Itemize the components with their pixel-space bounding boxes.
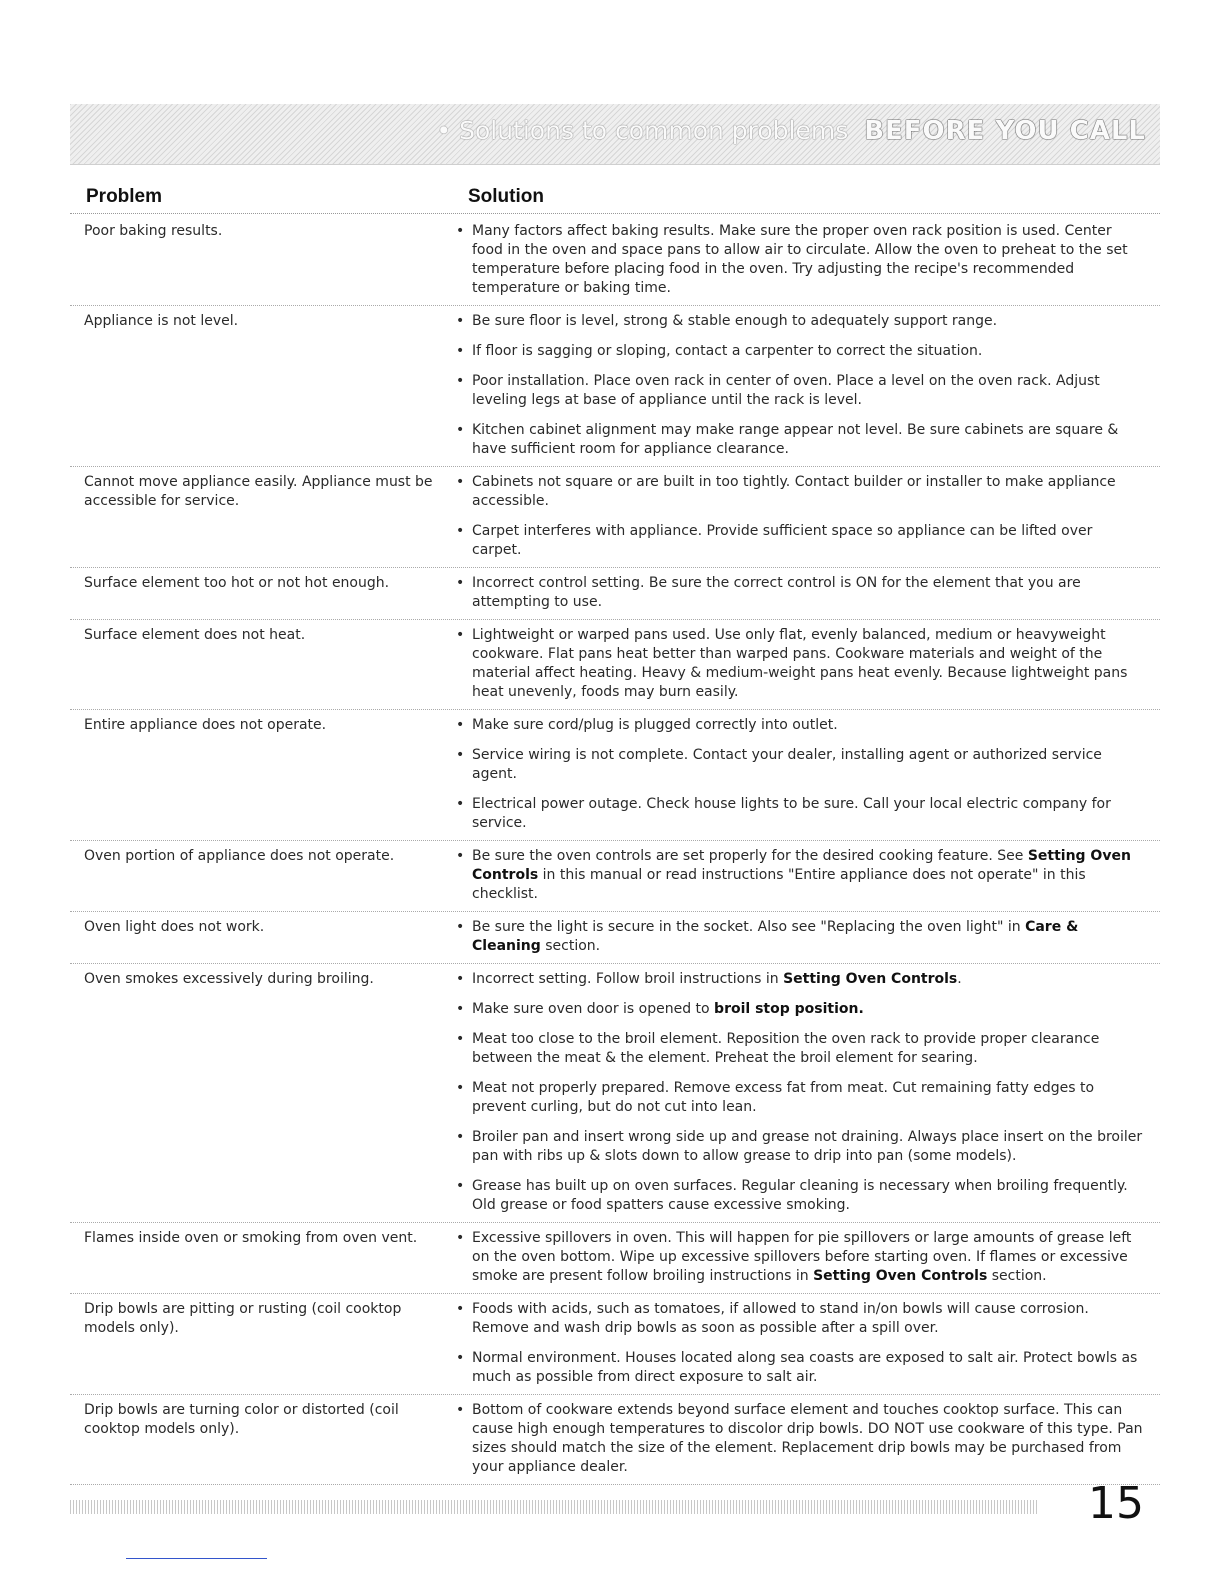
table-row bbox=[70, 568, 1160, 620]
table-row bbox=[70, 216, 1160, 306]
table-row bbox=[70, 306, 1160, 467]
solution-list bbox=[452, 918, 1146, 956]
solution-item: • Carpet interferes with appliance. Provide sufficient space so appliance can be lifted over carpet. bbox=[456, 522, 1146, 560]
solution-item: • Be sure the oven controls are set properly for the desired cooking feature. See Setting Oven Controls in this manual or read instructions "Entire appliance does not operate" in this checklist. bbox=[456, 847, 1146, 904]
solution-list bbox=[452, 626, 1146, 702]
page-number: 15 bbox=[1088, 1478, 1144, 1529]
solution-item: • Grease has built up on oven surfaces. Regular cleaning is necessary when broiling frequently. Old grease or food spatters cause excessive smoking. bbox=[456, 1177, 1146, 1215]
solution-item: • Lightweight or warped pans used. Use only flat, evenly balanced, medium or heavyweight cookware. Flat pans heat better than warped pans. Cookware materials and weight of the material affect heating. Heavy & medium-weight pans heat evenly. Because lightweight pans heat unevenly, foods may burn easily. bbox=[456, 626, 1146, 702]
solution-list bbox=[452, 574, 1146, 612]
page-title: BEFORE YOU CALL bbox=[864, 116, 1146, 146]
table-row bbox=[70, 912, 1160, 964]
solution-item: • Meat not properly prepared. Remove excess fat from meat. Cut remaining fatty edges to prevent curling, but do not cut into lean. bbox=[456, 1079, 1146, 1117]
problem-text: Oven light does not work. bbox=[84, 919, 265, 935]
solution-item: • Normal environment. Houses located along sea coasts are exposed to salt air. Protect bowls as much as possible from direct exposure to salt air. bbox=[456, 1349, 1146, 1387]
problem-text: Surface element too hot or not hot enough. bbox=[84, 575, 390, 591]
solution-item: • Foods with acids, such as tomatoes, if allowed to stand in/on bowls will cause corrosion. Remove and wash drip bowls as soon as possible after a spill over. bbox=[456, 1300, 1146, 1338]
table-row bbox=[70, 710, 1160, 841]
solution-item: • Be sure the light is secure in the socket. Also see "Replacing the oven light" in Care & Cleaning section. bbox=[456, 918, 1146, 956]
problem-text: Entire appliance does not operate. bbox=[84, 717, 327, 733]
table-row bbox=[70, 620, 1160, 710]
table-row bbox=[70, 1294, 1160, 1395]
solution-item: • Incorrect setting. Follow broil instructions in Setting Oven Controls. bbox=[456, 970, 1146, 989]
table-row bbox=[70, 964, 1160, 1223]
header-banner bbox=[70, 104, 1160, 165]
problem-text: Cannot move appliance easily. Appliance must be accessible for service. bbox=[84, 474, 433, 509]
banner-subtitle: • Solutions to common problems bbox=[436, 116, 849, 145]
solution-list bbox=[452, 970, 1146, 1215]
solution-item: • Cabinets not square or are built in too tightly. Contact builder or installer to make appliance accessible. bbox=[456, 473, 1146, 511]
solution-item: • Make sure cord/plug is plugged correctly into outlet. bbox=[456, 716, 1146, 735]
footer-bar bbox=[70, 1500, 1038, 1514]
problem-text: Drip bowls are turning color or distorted (coil cooktop models only). bbox=[84, 1402, 399, 1437]
troubleshooting-table bbox=[70, 216, 1160, 1485]
solution-item: • If floor is sagging or sloping, contact a carpenter to correct the situation. bbox=[456, 342, 1146, 361]
problem-text: Oven portion of appliance does not operate. bbox=[84, 848, 395, 864]
solution-item: • Bottom of cookware extends beyond surface element and touches cooktop surface. This can cause high enough temperatures to discolor drip bowls. DO NOT use cookware of this type. Pan sizes should match the size of the element. Replacement drip bowls may be purchased from your appliance dealer. bbox=[456, 1401, 1146, 1477]
problem-text: Flames inside oven or smoking from oven vent. bbox=[84, 1230, 418, 1246]
solution-item: • Make sure oven door is opened to broil stop position. bbox=[456, 1000, 1146, 1019]
solution-list bbox=[452, 716, 1146, 833]
solution-list bbox=[452, 222, 1146, 298]
problem-text: Poor baking results. bbox=[84, 223, 223, 239]
solution-list bbox=[452, 473, 1146, 560]
solution-item: • Incorrect control setting. Be sure the correct control is ON for the element that you are attempting to use. bbox=[456, 574, 1146, 612]
solution-item: • Service wiring is not complete. Contact your dealer, installing agent or authorized service agent. bbox=[456, 746, 1146, 784]
solution-item: • Kitchen cabinet alignment may make range appear not level. Be sure cabinets are square & have sufficient room for appliance clearance. bbox=[456, 421, 1146, 459]
solution-item: • Be sure floor is level, strong & stable enough to adequately support range. bbox=[456, 312, 1146, 331]
problem-text: Drip bowls are pitting or rusting (coil cooktop models only). bbox=[84, 1301, 402, 1336]
problem-column-header: Problem bbox=[86, 186, 163, 207]
banner-text bbox=[436, 116, 1146, 146]
solution-item: • Electrical power outage. Check house lights to be sure. Call your local electric company for service. bbox=[456, 795, 1146, 833]
solution-list bbox=[452, 847, 1146, 904]
table-row bbox=[70, 467, 1160, 568]
header-divider bbox=[70, 213, 1160, 214]
solution-item: • Excessive spillovers in oven. This will happen for pie spillovers or large amounts of grease left on the oven bottom. Wipe up excessive spillovers before starting oven. If flames or excessive smoke are present follow broiling instructions in Setting Oven Controls section. bbox=[456, 1229, 1146, 1286]
solution-list bbox=[452, 1229, 1146, 1286]
bottom-rule bbox=[126, 1558, 267, 1559]
solution-list bbox=[452, 312, 1146, 459]
solution-item: • Many factors affect baking results. Make sure the proper oven rack position is used. Center food in the oven and space pans to allow air to circulate. Allow the oven to preheat to the set temperature before placing food in the oven. Try adjusting the recipe's recommended temperature or baking time. bbox=[456, 222, 1146, 298]
solution-list bbox=[452, 1300, 1146, 1387]
solution-column-header: Solution bbox=[468, 186, 544, 207]
table-row bbox=[70, 1395, 1160, 1485]
problem-text: Appliance is not level. bbox=[84, 313, 239, 329]
table-row bbox=[70, 1223, 1160, 1294]
problem-text: Oven smokes excessively during broiling. bbox=[84, 971, 374, 987]
solution-item: • Meat too close to the broil element. Reposition the oven rack to provide proper clearance between the meat & the element. Preheat the broil element for searing. bbox=[456, 1030, 1146, 1068]
solution-item: • Broiler pan and insert wrong side up and grease not draining. Always place insert on the broiler pan with ribs up & slots down to allow grease to drip into pan (some models). bbox=[456, 1128, 1146, 1166]
table-row bbox=[70, 841, 1160, 912]
solution-list bbox=[452, 1401, 1146, 1477]
problem-text: Surface element does not heat. bbox=[84, 627, 306, 643]
solution-item: • Poor installation. Place oven rack in center of oven. Place a level on the oven rack. Adjust leveling legs at base of appliance until the rack is level. bbox=[456, 372, 1146, 410]
